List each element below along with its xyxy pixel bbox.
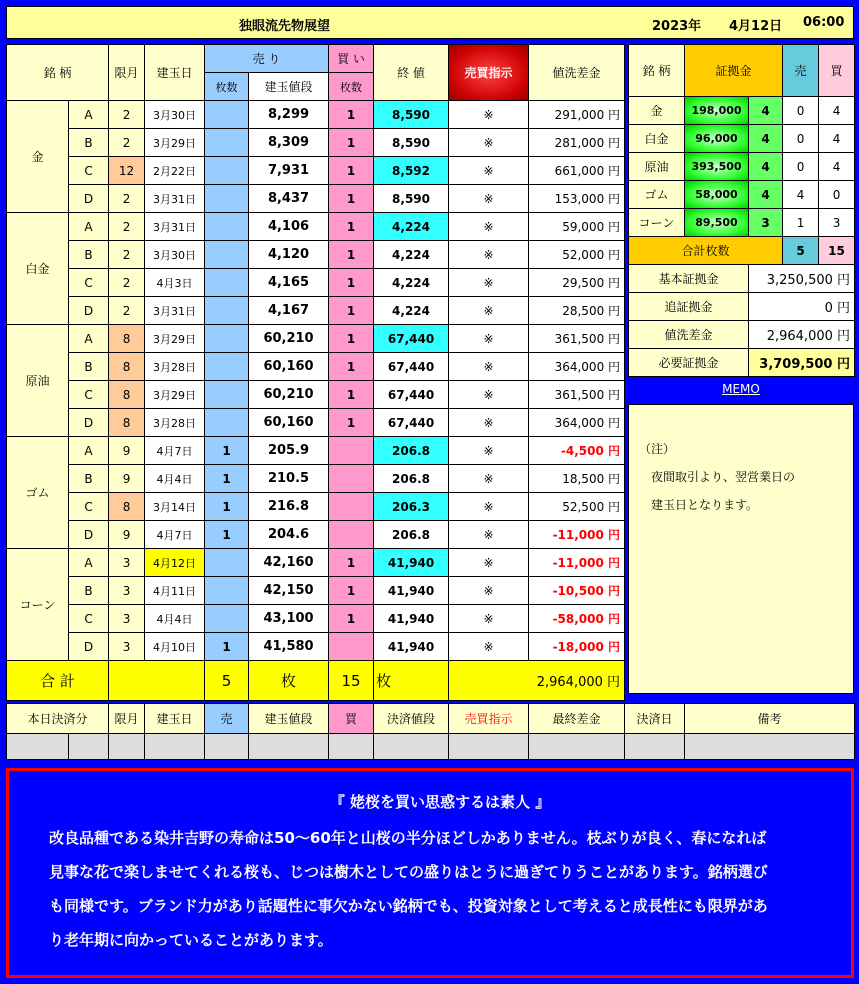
row-price: 216.8 (249, 493, 329, 521)
row-buy-count: 1 (329, 157, 374, 185)
row-buy-count: 1 (329, 325, 374, 353)
row-buy-count: 1 (329, 605, 374, 633)
row-diff: 153,000 円 (529, 185, 625, 213)
row-month: 12 (109, 157, 145, 185)
oi-value: 0 円 (749, 293, 855, 321)
row-buy-count: 1 (329, 185, 374, 213)
row-diff: 281,000 円 (529, 129, 625, 157)
total-buy-count: 15 (329, 661, 374, 701)
position-row (7, 549, 625, 577)
group-name: ゴム (7, 437, 69, 549)
row-sell-count (205, 325, 249, 353)
row-code: D (69, 633, 109, 661)
settle-col-kessai-nedan: 決済値段 (374, 704, 449, 734)
margin-buy: 0 (819, 181, 855, 209)
settle-col-tategyokubi: 建玉日 (145, 704, 205, 734)
row-close: 206.3 (374, 493, 449, 521)
row-date: 4月10日 (145, 633, 205, 661)
row-price: 41,580 (249, 633, 329, 661)
group-name: 金 (7, 101, 69, 213)
page-title: 独眼流先物展望 (239, 19, 331, 34)
position-row (7, 213, 625, 241)
r-total-buy: 15 (819, 237, 855, 265)
row-month: 2 (109, 297, 145, 325)
hitsuyo-value: 3,709,500 円 (749, 349, 855, 377)
row-diff: 291,000 円 (529, 101, 625, 129)
row-code: D (69, 185, 109, 213)
row-month: 3 (109, 577, 145, 605)
position-row (7, 269, 625, 297)
position-row (7, 325, 625, 353)
hitsuyo-label: 必要証拠金 (629, 349, 749, 377)
col-owarine: 終 値 (374, 45, 449, 101)
settle-col-gengetsu: 限月 (109, 704, 145, 734)
group-name: コーン (7, 549, 69, 661)
row-close: 41,940 (374, 633, 449, 661)
row-code: C (69, 605, 109, 633)
row-month: 9 (109, 437, 145, 465)
row-date: 3月29日 (145, 129, 205, 157)
row-date: 3月28日 (145, 353, 205, 381)
margin-buy: 4 (819, 97, 855, 125)
row-sell-count (205, 269, 249, 297)
row-code: D (69, 297, 109, 325)
row-month: 8 (109, 325, 145, 353)
settle-col-tategyoku-nedan: 建玉値段 (249, 704, 329, 734)
group-name: 原油 (7, 325, 69, 437)
r-total-sell: 5 (783, 237, 819, 265)
row-sell-count (205, 157, 249, 185)
row-code: A (69, 437, 109, 465)
row-diff: -10,500 円 (529, 577, 625, 605)
row-date: 4月12日 (145, 549, 205, 577)
margin-sell: 0 (783, 97, 819, 125)
row-price: 60,210 (249, 381, 329, 409)
row-date: 4月7日 (145, 437, 205, 465)
row-diff: 59,000 円 (529, 213, 625, 241)
row-date: 3月31日 (145, 185, 205, 213)
row-sell-count (205, 409, 249, 437)
row-sell-count (205, 213, 249, 241)
margin-amount: 393,500 (685, 153, 749, 181)
row-close: 206.8 (374, 437, 449, 465)
row-close: 67,440 (374, 353, 449, 381)
total-label: 合 計 (7, 661, 109, 701)
row-buy-count: 1 (329, 129, 374, 157)
row-diff: -58,000 円 (529, 605, 625, 633)
position-row (7, 465, 625, 493)
row-diff: -11,000 円 (529, 549, 625, 577)
row-code: D (69, 409, 109, 437)
row-sell-count (205, 241, 249, 269)
r-col-uri: 売 (783, 45, 819, 97)
settle-col-honjitsu: 本日決済分 (7, 704, 109, 734)
row-date: 3月29日 (145, 325, 205, 353)
row-buy-count: 1 (329, 213, 374, 241)
position-row (7, 409, 625, 437)
baibai-shiji-button[interactable]: 売買指示 (449, 45, 529, 101)
nearai-label: 値洗差金 (629, 321, 749, 349)
row-close: 8,590 (374, 101, 449, 129)
row-month: 8 (109, 493, 145, 521)
row-price: 8,309 (249, 129, 329, 157)
settle-empty-row (7, 734, 855, 760)
row-date: 4月4日 (145, 605, 205, 633)
row-sell-count (205, 549, 249, 577)
row-month: 9 (109, 465, 145, 493)
row-date: 3月29日 (145, 381, 205, 409)
row-close: 4,224 (374, 241, 449, 269)
row-instruction[interactable]: ※ (449, 325, 529, 353)
row-instruction[interactable]: ※ (449, 381, 529, 409)
margin-buy: 3 (819, 209, 855, 237)
proverb-box (6, 768, 854, 978)
col-uri: 売 り (205, 45, 329, 73)
row-code: C (69, 269, 109, 297)
row-sell-count (205, 129, 249, 157)
row-code: B (69, 129, 109, 157)
margin-buy: 4 (819, 125, 855, 153)
header-year: 2023年 (652, 19, 702, 34)
row-close: 4,224 (374, 269, 449, 297)
row-date: 3月14日 (145, 493, 205, 521)
margin-sell: 0 (783, 125, 819, 153)
margin-row (629, 181, 855, 209)
row-price: 205.9 (249, 437, 329, 465)
row-instruction[interactable]: ※ (449, 549, 529, 577)
oi-label: 追証拠金 (629, 293, 749, 321)
r-col-meigara: 銘 柄 (629, 45, 685, 97)
row-instruction[interactable]: ※ (449, 157, 529, 185)
row-price: 204.6 (249, 521, 329, 549)
margin-sell: 4 (783, 181, 819, 209)
memo-link[interactable]: MEMO (722, 382, 760, 396)
kihon-label: 基本証拠金 (629, 265, 749, 293)
row-code: A (69, 325, 109, 353)
row-buy-count: 1 (329, 549, 374, 577)
total-unit2: 枚 (374, 661, 449, 701)
margin-table (628, 44, 855, 377)
row-date: 4月4日 (145, 465, 205, 493)
row-buy-count (329, 633, 374, 661)
memo-box (628, 404, 854, 694)
row-price: 60,210 (249, 325, 329, 353)
row-buy-count (329, 521, 374, 549)
row-instruction[interactable]: ※ (449, 101, 529, 129)
header-date: 4月12日 (729, 19, 783, 34)
row-month: 8 (109, 409, 145, 437)
row-instruction[interactable]: ※ (449, 437, 529, 465)
row-price: 43,100 (249, 605, 329, 633)
col-tategyoku-nedan: 建玉値段 (249, 73, 329, 101)
row-price: 4,165 (249, 269, 329, 297)
position-row (7, 241, 625, 269)
position-row (7, 101, 625, 129)
position-row (7, 577, 625, 605)
settle-col-kai: 買 (329, 704, 374, 734)
row-close: 4,224 (374, 297, 449, 325)
row-instruction[interactable]: ※ (449, 465, 529, 493)
row-diff: 29,500 円 (529, 269, 625, 297)
row-price: 210.5 (249, 465, 329, 493)
row-instruction[interactable]: ※ (449, 605, 529, 633)
proverb-line-1: 改良品種である染井吉野の寿命は50～60年と山桜の半分ほどしかありません。枝ぶりが良く、春になれば (49, 829, 767, 847)
margin-name: ゴム (629, 181, 685, 209)
row-month: 2 (109, 185, 145, 213)
position-row (7, 297, 625, 325)
position-row (7, 521, 625, 549)
row-buy-count: 1 (329, 353, 374, 381)
row-instruction[interactable]: ※ (449, 409, 529, 437)
total-unit1: 枚 (249, 661, 329, 701)
row-diff: 661,000 円 (529, 157, 625, 185)
margin-row (629, 97, 855, 125)
row-diff: 361,500 円 (529, 325, 625, 353)
row-diff: -18,000 円 (529, 633, 625, 661)
row-month: 2 (109, 101, 145, 129)
row-close: 67,440 (374, 325, 449, 353)
position-row (7, 381, 625, 409)
row-buy-count: 1 (329, 297, 374, 325)
margin-name: コーン (629, 209, 685, 237)
row-close: 8,592 (374, 157, 449, 185)
position-row (7, 185, 625, 213)
total-sell-count: 5 (205, 661, 249, 701)
row-price: 60,160 (249, 409, 329, 437)
position-row (7, 437, 625, 465)
row-diff: 52,500 円 (529, 493, 625, 521)
margin-row (629, 153, 855, 181)
position-row (7, 353, 625, 381)
row-buy-count: 1 (329, 101, 374, 129)
margin-row (629, 125, 855, 153)
memo-line-1: （注） (639, 442, 676, 456)
row-month: 8 (109, 381, 145, 409)
margin-sell: 1 (783, 209, 819, 237)
row-price: 4,167 (249, 297, 329, 325)
row-date: 4月11日 (145, 577, 205, 605)
row-close: 206.8 (374, 521, 449, 549)
margin-count: 4 (749, 125, 783, 153)
margin-amount: 198,000 (685, 97, 749, 125)
row-sell-count (205, 297, 249, 325)
margin-count: 4 (749, 181, 783, 209)
row-close: 41,940 (374, 549, 449, 577)
row-price: 7,931 (249, 157, 329, 185)
row-buy-count: 1 (329, 577, 374, 605)
row-buy-count (329, 465, 374, 493)
margin-count: 3 (749, 209, 783, 237)
row-price: 42,160 (249, 549, 329, 577)
row-sell-count: 1 (205, 633, 249, 661)
margin-sell: 0 (783, 153, 819, 181)
row-instruction[interactable]: ※ (449, 213, 529, 241)
position-row (7, 157, 625, 185)
row-code: B (69, 241, 109, 269)
row-sell-count: 1 (205, 493, 249, 521)
r-col-shokokin: 証拠金 (685, 45, 783, 97)
margin-buy: 4 (819, 153, 855, 181)
position-row (7, 129, 625, 157)
row-month: 3 (109, 605, 145, 633)
row-buy-count (329, 493, 374, 521)
row-month: 3 (109, 633, 145, 661)
total-amount: 2,964,000 円 (449, 661, 625, 701)
row-code: B (69, 465, 109, 493)
proverb-title: 『 姥桜を買い思惑するは素人 』 (329, 793, 551, 811)
row-month: 2 (109, 241, 145, 269)
row-price: 60,160 (249, 353, 329, 381)
row-date: 3月30日 (145, 101, 205, 129)
row-sell-count (205, 577, 249, 605)
row-date: 3月31日 (145, 213, 205, 241)
row-price: 8,437 (249, 185, 329, 213)
row-close: 41,940 (374, 605, 449, 633)
row-code: A (69, 101, 109, 129)
proverb-line-2: 見事な花で楽しませてくれる桜も、じつは樹木としての盛りはとうに過ぎてりうことがあります。銘柄選び (49, 863, 768, 881)
proverb-line-4: り老年期に向かっていることがあります。 (49, 931, 333, 949)
row-diff: 28,500 円 (529, 297, 625, 325)
settle-col-biko: 備考 (685, 704, 855, 734)
row-sell-count: 1 (205, 437, 249, 465)
row-buy-count (329, 437, 374, 465)
settle-col-baibai: 売買指示 (449, 704, 529, 734)
settle-col-kessaibi: 決済日 (625, 704, 685, 734)
row-instruction[interactable]: ※ (449, 577, 529, 605)
row-instruction[interactable]: ※ (449, 521, 529, 549)
row-code: D (69, 521, 109, 549)
row-sell-count (205, 185, 249, 213)
row-diff: 18,500 円 (529, 465, 625, 493)
col-gengetsu: 限月 (109, 45, 145, 101)
col-meigara: 銘 柄 (7, 45, 109, 101)
positions-table (6, 44, 625, 701)
row-buy-count: 1 (329, 409, 374, 437)
row-diff: 364,000 円 (529, 353, 625, 381)
margin-name: 白金 (629, 125, 685, 153)
row-code: C (69, 381, 109, 409)
row-code: B (69, 577, 109, 605)
row-date: 4月3日 (145, 269, 205, 297)
position-row (7, 633, 625, 661)
row-diff: -4,500 円 (529, 437, 625, 465)
row-instruction[interactable]: ※ (449, 269, 529, 297)
r-col-kai: 買 (819, 45, 855, 97)
kihon-value: 3,250,500 円 (749, 265, 855, 293)
row-price: 4,120 (249, 241, 329, 269)
row-diff: 361,500 円 (529, 381, 625, 409)
row-sell-count (205, 101, 249, 129)
settle-col-saishu: 最終差金 (529, 704, 625, 734)
row-date: 3月31日 (145, 297, 205, 325)
memo-line-3: 建玉日となります。 (639, 498, 759, 512)
row-price: 8,299 (249, 101, 329, 129)
col-buy-maisuu: 枚数 (329, 73, 374, 101)
memo-line-2: 夜間取引より、翌営業日の (639, 470, 796, 484)
row-month: 2 (109, 129, 145, 157)
row-date: 3月28日 (145, 409, 205, 437)
margin-amount: 89,500 (685, 209, 749, 237)
row-code: C (69, 493, 109, 521)
margin-count: 4 (749, 153, 783, 181)
margin-amount: 96,000 (685, 125, 749, 153)
row-buy-count: 1 (329, 269, 374, 297)
margin-row (629, 209, 855, 237)
row-month: 8 (109, 353, 145, 381)
margin-name: 原油 (629, 153, 685, 181)
row-instruction[interactable]: ※ (449, 353, 529, 381)
row-diff: 52,000 円 (529, 241, 625, 269)
col-tategyokubi: 建玉日 (145, 45, 205, 101)
settlement-table (6, 703, 855, 760)
proverb-line-3: も同様です。ブランド力があり話題性に事欠かない銘柄でも、投資対象として考えると成長性にも限界があ (49, 897, 768, 915)
row-instruction[interactable]: ※ (449, 297, 529, 325)
margin-amount: 58,000 (685, 181, 749, 209)
row-price: 42,150 (249, 577, 329, 605)
row-month: 2 (109, 269, 145, 297)
r-total-label: 合計枚数 (629, 237, 783, 265)
row-instruction[interactable]: ※ (449, 633, 529, 661)
col-sell-maisuu: 枚数 (205, 73, 249, 101)
row-date: 2月22日 (145, 157, 205, 185)
row-sell-count: 1 (205, 465, 249, 493)
row-month: 3 (109, 549, 145, 577)
settle-col-uri: 売 (205, 704, 249, 734)
row-instruction[interactable]: ※ (449, 185, 529, 213)
row-sell-count (205, 381, 249, 409)
row-close: 206.8 (374, 465, 449, 493)
row-close: 41,940 (374, 577, 449, 605)
row-diff: -11,000 円 (529, 521, 625, 549)
row-month: 9 (109, 521, 145, 549)
row-close: 8,590 (374, 185, 449, 213)
row-code: A (69, 549, 109, 577)
row-date: 4月7日 (145, 521, 205, 549)
row-date: 3月30日 (145, 241, 205, 269)
row-instruction[interactable]: ※ (449, 129, 529, 157)
title-bar (6, 6, 854, 39)
row-sell-count (205, 353, 249, 381)
header-time: 06:00 (803, 15, 845, 30)
position-row (7, 605, 625, 633)
row-sell-count (205, 605, 249, 633)
row-code: B (69, 353, 109, 381)
position-row (7, 493, 625, 521)
row-instruction[interactable]: ※ (449, 241, 529, 269)
col-kai: 買 い (329, 45, 374, 73)
row-buy-count: 1 (329, 381, 374, 409)
row-month: 2 (109, 213, 145, 241)
group-name: 白金 (7, 213, 69, 325)
margin-name: 金 (629, 97, 685, 125)
col-nearai: 値洗差金 (529, 45, 625, 101)
row-buy-count: 1 (329, 241, 374, 269)
row-diff: 364,000 円 (529, 409, 625, 437)
row-close: 8,590 (374, 129, 449, 157)
row-close: 67,440 (374, 409, 449, 437)
nearai-value: 2,964,000 円 (749, 321, 855, 349)
row-close: 67,440 (374, 381, 449, 409)
row-close: 4,224 (374, 213, 449, 241)
margin-count: 4 (749, 97, 783, 125)
row-code: A (69, 213, 109, 241)
row-price: 4,106 (249, 213, 329, 241)
row-code: C (69, 157, 109, 185)
row-instruction[interactable]: ※ (449, 493, 529, 521)
row-sell-count: 1 (205, 521, 249, 549)
